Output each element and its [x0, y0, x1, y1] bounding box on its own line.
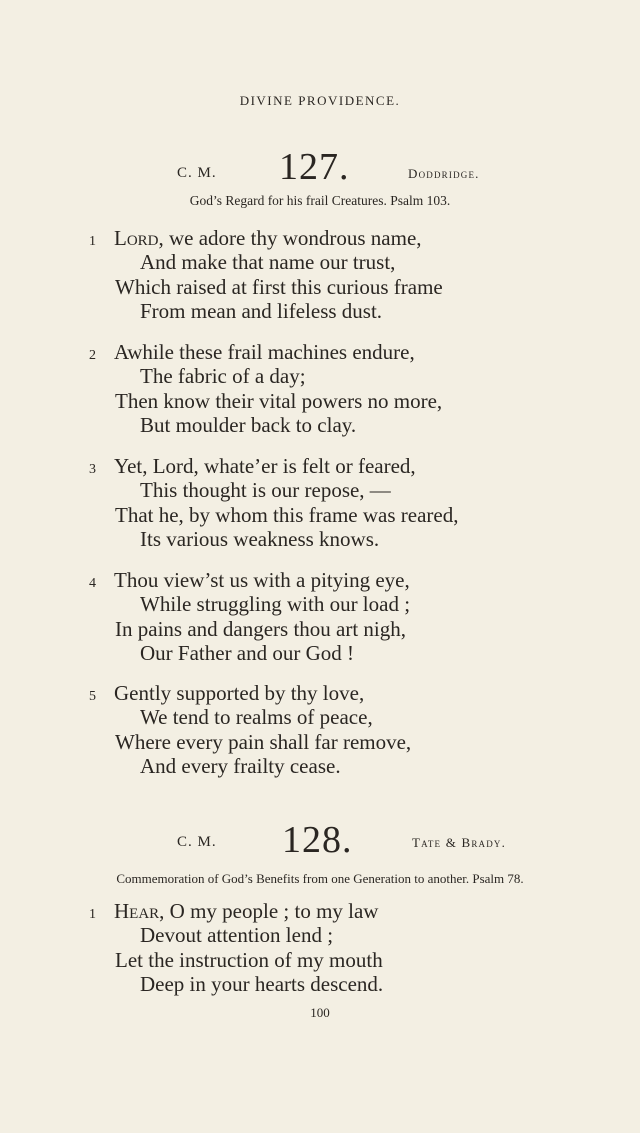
verse-line: While struggling with our load ; [140, 592, 411, 616]
verse-line: Let the instruction of my mouth [115, 948, 383, 972]
verse-line: Awhile these frail machines endure, [114, 340, 415, 364]
verse-line: We tend to realms of peace, [140, 705, 373, 729]
hymn-subtitle: Commemoration of God’s Benefits from one Generation to another. Psalm 78. [116, 871, 524, 886]
hymn-header-127 [0, 145, 640, 189]
author: Tate & Brady. [412, 835, 507, 850]
verse-line: Our Father and our God ! [140, 641, 355, 665]
hymn-subtitle: God’s Regard for his frail Creatures. Psalm 103. [189, 193, 451, 208]
hymn-header-128 [0, 818, 640, 862]
first-word: Hear, [114, 899, 165, 923]
verse-line: Its various weakness knows. [140, 527, 380, 551]
stanza-number: 1 [89, 234, 96, 249]
stanza-number: 3 [89, 462, 96, 477]
verse-line: Devout attention lend ; [140, 923, 334, 947]
stanza-number: 4 [89, 576, 96, 591]
hymn-number: 128. [282, 819, 353, 861]
meter: C. M. [177, 165, 217, 181]
verse-line-text: O my people ; to my law [164, 899, 379, 923]
verse-line: That he, by whom this frame was reared, [115, 503, 459, 527]
verse-line: But moulder back to clay. [140, 413, 357, 437]
verse-line: In pains and dangers thou art nigh, [115, 617, 407, 641]
verse-line: The fabric of a day; [140, 364, 306, 388]
first-word: Lord, [114, 226, 164, 250]
verse-line: Which raised at first this curious frame [115, 275, 443, 299]
verse-line: Gently supported by thy love, [114, 681, 365, 705]
verse-line: Where every pain shall far remove, [115, 730, 412, 754]
verse-line: This thought is our repose, — [140, 478, 391, 502]
verse-line: Then know their vital powers no more, [115, 389, 443, 413]
page-number: 100 [310, 1005, 330, 1020]
verse-line [114, 226, 422, 251]
verse-line: And make that name our trust, [140, 250, 396, 274]
verse-line: Thou view’st us with a pitying eye, [114, 568, 410, 592]
meter: C. M. [177, 834, 217, 850]
verse-line: Yet, Lord, whate’er is felt or feared, [114, 454, 416, 478]
verse-line: And every frailty cease. [140, 754, 341, 778]
stanza-number: 2 [89, 348, 96, 363]
running-head: DIVINE PROVIDENCE. [239, 93, 401, 108]
verse-line [114, 899, 378, 924]
stanza-number: 5 [89, 689, 96, 704]
verse-line-text: we adore thy wondrous name, [163, 226, 422, 250]
verse-line: Deep in your hearts descend. [140, 972, 384, 996]
author: Doddridge. [408, 166, 480, 181]
stanza-number: 1 [89, 907, 96, 922]
hymn-number: 127. [279, 146, 350, 188]
verse-line: From mean and lifeless dust. [140, 299, 383, 323]
